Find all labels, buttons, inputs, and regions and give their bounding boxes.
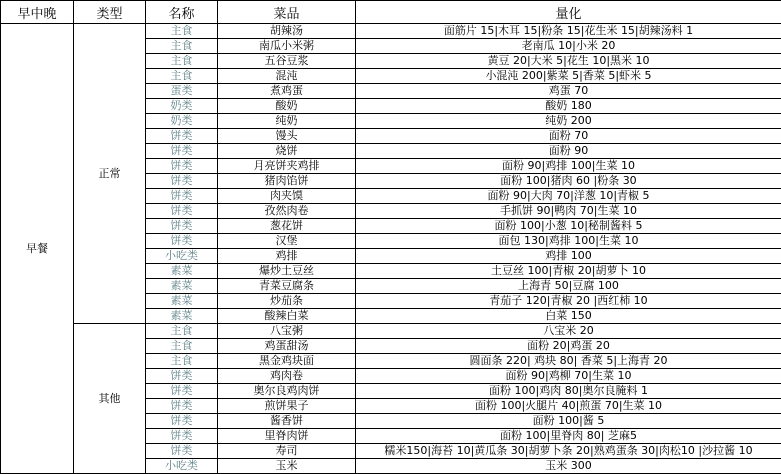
dish-cell[interactable]: 酱香饼 xyxy=(218,414,356,429)
dish-cell[interactable]: 煎饼果子 xyxy=(218,399,356,414)
dish-cell[interactable]: 烧饼 xyxy=(218,144,356,159)
name-cell[interactable]: 主食 xyxy=(146,339,218,354)
name-cell[interactable]: 饼类 xyxy=(146,234,218,249)
amount-cell[interactable]: 黄豆 20|大米 5|花生 10|黑米 10 xyxy=(356,54,781,69)
dish-cell[interactable]: 月亮饼夹鸡排 xyxy=(218,159,356,174)
name-cell[interactable]: 素菜 xyxy=(146,309,218,324)
amount-cell[interactable]: 面粉 90|大肉 70|洋葱 10|青椒 5 xyxy=(356,189,781,204)
category-cell[interactable]: 正常 xyxy=(74,24,146,324)
amount-cell[interactable]: 土豆丝 100|青椒 20|胡萝卜 10 xyxy=(356,264,781,279)
dish-cell[interactable]: 混沌 xyxy=(218,69,356,84)
amount-cell[interactable]: 鸡排 100 xyxy=(356,249,781,264)
name-cell[interactable]: 饼类 xyxy=(146,129,218,144)
amount-cell[interactable]: 面粉 100|火腿片 40|煎蛋 70|生菜 10 xyxy=(356,399,781,414)
amount-cell[interactable]: 圆面条 220| 鸡块 80| 香菜 5|上海青 20 xyxy=(356,354,781,369)
name-cell[interactable]: 主食 xyxy=(146,354,218,369)
amount-cell[interactable]: 青茄子 120|青椒 20 |西红柿 10 xyxy=(356,294,781,309)
dish-cell[interactable]: 胡辣汤 xyxy=(218,24,356,39)
table-row xyxy=(1,24,781,39)
dish-cell[interactable]: 酸奶 xyxy=(218,99,356,114)
dish-cell[interactable]: 葱花饼 xyxy=(218,219,356,234)
amount-cell[interactable]: 面粉 90 xyxy=(356,144,781,159)
header-amount[interactable]: 量化 xyxy=(356,1,781,24)
amount-cell[interactable]: 面包 130|鸡排 100|生菜 10 xyxy=(356,234,781,249)
amount-cell[interactable]: 面粉 100|酱 5 xyxy=(356,414,781,429)
category-cell[interactable]: 其他 xyxy=(74,324,146,474)
header-name[interactable]: 名称 xyxy=(146,1,218,24)
dish-cell[interactable]: 炒茄条 xyxy=(218,294,356,309)
amount-cell[interactable]: 纯奶 200 xyxy=(356,114,781,129)
amount-cell[interactable]: 面粉 100|猪肉 60 |粉条 30 xyxy=(356,174,781,189)
amount-cell[interactable]: 面粉 100|里脊肉 80| 芝麻5 xyxy=(356,429,781,444)
header-type[interactable]: 类型 xyxy=(74,1,146,24)
amount-cell[interactable]: 面粉 20|鸡蛋 20 xyxy=(356,339,781,354)
dish-cell[interactable]: 孜然肉卷 xyxy=(218,204,356,219)
dish-cell[interactable]: 猪肉馅饼 xyxy=(218,174,356,189)
dish-cell[interactable]: 酸辣白菜 xyxy=(218,309,356,324)
meal-cell[interactable]: 早餐 xyxy=(1,24,74,474)
name-cell[interactable]: 饼类 xyxy=(146,189,218,204)
dish-cell[interactable]: 五谷豆浆 xyxy=(218,54,356,69)
amount-cell[interactable]: 手抓饼 90|鸭肉 70|生菜 10 xyxy=(356,204,781,219)
name-cell[interactable]: 主食 xyxy=(146,24,218,39)
amount-cell[interactable]: 糯米150|海苔 10|黄瓜条 30|胡萝卜条 20|熟鸡蛋条 30|肉松10 |沙拉酱 10 xyxy=(356,444,781,459)
amount-cell[interactable]: 面粉 100|鸡肉 80|奥尔良腌料 1 xyxy=(356,384,781,399)
dish-cell[interactable]: 馒头 xyxy=(218,129,356,144)
name-cell[interactable]: 奶类 xyxy=(146,99,218,114)
dish-cell[interactable]: 奥尔良鸡肉饼 xyxy=(218,384,356,399)
table-body xyxy=(1,24,781,474)
amount-cell[interactable]: 面筋片 15|木耳 15|粉条 15|花生米 15|胡辣汤料 1 xyxy=(356,24,781,39)
name-cell[interactable]: 饼类 xyxy=(146,369,218,384)
dish-cell[interactable]: 里脊肉饼 xyxy=(218,429,356,444)
name-cell[interactable]: 奶类 xyxy=(146,114,218,129)
header-dish[interactable]: 菜品 xyxy=(218,1,356,24)
dish-cell[interactable]: 寿司 xyxy=(218,444,356,459)
amount-cell[interactable]: 玉米 300 xyxy=(356,459,781,474)
name-cell[interactable]: 饼类 xyxy=(146,204,218,219)
name-cell[interactable]: 饼类 xyxy=(146,174,218,189)
name-cell[interactable]: 主食 xyxy=(146,324,218,339)
dish-cell[interactable]: 黑金鸡块面 xyxy=(218,354,356,369)
amount-cell[interactable]: 老南瓜 10|小米 20 xyxy=(356,39,781,54)
dish-cell[interactable]: 汉堡 xyxy=(218,234,356,249)
name-cell[interactable]: 饼类 xyxy=(146,219,218,234)
name-cell[interactable]: 饼类 xyxy=(146,399,218,414)
amount-cell[interactable]: 八宝米 20 xyxy=(356,324,781,339)
amount-cell[interactable]: 面粉 90|鸡排 100|生菜 10 xyxy=(356,159,781,174)
amount-cell[interactable]: 白菜 150 xyxy=(356,309,781,324)
name-cell[interactable]: 饼类 xyxy=(146,144,218,159)
amount-cell[interactable]: 小混沌 200|紫菜 5|香菜 5|虾米 5 xyxy=(356,69,781,84)
dish-cell[interactable]: 煮鸡蛋 xyxy=(218,84,356,99)
amount-cell[interactable]: 面粉 100|小葱 10|秘制酱料 5 xyxy=(356,219,781,234)
header-row xyxy=(1,1,781,24)
header-meal[interactable]: 早中晚 xyxy=(1,1,74,24)
name-cell[interactable]: 饼类 xyxy=(146,444,218,459)
amount-cell[interactable]: 面粉 70 xyxy=(356,129,781,144)
dish-cell[interactable]: 青菜豆腐条 xyxy=(218,279,356,294)
dish-cell[interactable]: 纯奶 xyxy=(218,114,356,129)
name-cell[interactable]: 蛋类 xyxy=(146,84,218,99)
name-cell[interactable]: 素菜 xyxy=(146,294,218,309)
name-cell[interactable]: 素菜 xyxy=(146,279,218,294)
dish-cell[interactable]: 八宝粥 xyxy=(218,324,356,339)
name-cell[interactable]: 主食 xyxy=(146,69,218,84)
name-cell[interactable]: 饼类 xyxy=(146,414,218,429)
name-cell[interactable]: 主食 xyxy=(146,54,218,69)
dish-cell[interactable]: 肉夹馍 xyxy=(218,189,356,204)
amount-cell[interactable]: 鸡蛋 70 xyxy=(356,84,781,99)
name-cell[interactable]: 饼类 xyxy=(146,159,218,174)
dish-cell[interactable]: 鸡蛋甜汤 xyxy=(218,339,356,354)
name-cell[interactable]: 饼类 xyxy=(146,384,218,399)
dish-cell[interactable]: 南瓜小米粥 xyxy=(218,39,356,54)
amount-cell[interactable]: 面粉 90|鸡柳 70|生菜 10 xyxy=(356,369,781,384)
table-header xyxy=(1,1,781,24)
table-row xyxy=(1,324,781,339)
dish-cell[interactable]: 玉米 xyxy=(218,459,356,474)
name-cell[interactable]: 小吃类 xyxy=(146,459,218,474)
dish-cell[interactable]: 鸡肉卷 xyxy=(218,369,356,384)
name-cell[interactable]: 小吃类 xyxy=(146,249,218,264)
name-cell[interactable]: 饼类 xyxy=(146,429,218,444)
dish-cell[interactable]: 爆炒土豆丝 xyxy=(218,264,356,279)
amount-cell[interactable]: 酸奶 180 xyxy=(356,99,781,114)
amount-cell[interactable]: 上海青 50|豆腐 100 xyxy=(356,279,781,294)
name-cell[interactable]: 主食 xyxy=(146,39,218,54)
name-cell[interactable]: 素菜 xyxy=(146,264,218,279)
dish-cell[interactable]: 鸡排 xyxy=(218,249,356,264)
